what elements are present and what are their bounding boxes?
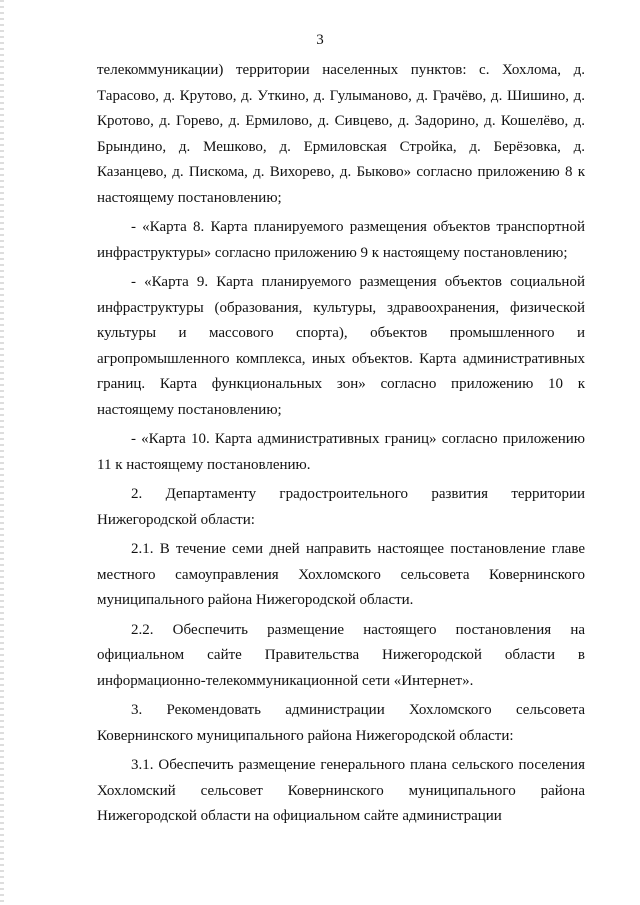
paragraph-item-2-2: 2.2. Обеспечить размещение настоящего постановления на официальном сайте Правительства Нижегородской области в информационно-телекоммуникационной сети «Интернет». [97, 621, 585, 689]
paragraph-map-8: - «Карта 8. Карта планируемого размещения объектов транспортной инфраструктуры» согласно приложению 9 к настоящему постановлению; [97, 219, 585, 261]
paragraph-item-2-1: 2.1. В течение семи дней направить настоящее постановление главе местного самоуправления Хохломского сельсовета Ковернинского муниципального района Нижегородской области. [97, 541, 585, 608]
paragraph-item-3-1: 3.1. Обеспечить размещение генерального плана сельского поселения Хохломский сельсовет Ковернинского муниципального района Нижегородской области на официальном сайте администрации [97, 757, 585, 824]
scan-edge-artifact [0, 0, 4, 905]
paragraph-settlements-list: телекоммуникации) территории населенных пунктов: с. Хохлома, д. Тарасово, д. Крутово, д. Уткино, д. Гулыманово, д. Грачёво, д. Шишино, д. Кротово, д. Горево, д. Ермилово, д. Сивцево, д. Задорино, д. Кошелёво, д. Брындино, д. Мешково, д. Ермиловская Стройка, д. Берёзовка, д. Казанцево, д. Пискома, д. Вихорево, д. Быково» согласно приложению 8 к настоящему постановлению; [97, 62, 585, 206]
paragraph-map-10: - «Карта 10. Карта административных границ» согласно приложению 11 к настоящему постановлению. [97, 431, 585, 473]
paragraph-item-2: 2. Департаменту градостроительного развития территории Нижегородской области: [97, 486, 585, 528]
document-body [97, 58, 585, 834]
page-number: 3 [316, 32, 324, 48]
paragraph-map-9: - «Карта 9. Карта планируемого размещения объектов социальной инфраструктуры (образования, культуры, здравоохранения, физической культуры и массового спорта), объектов промышленного и агропромышленного комплекса, иных объектов. Карта административных границ. Карта функциональных зон» согласно приложению 10 к настоящему постановлению; [97, 274, 585, 418]
paragraph-item-3: 3. Рекомендовать администрации Хохломского сельсовета Ковернинского муниципального района Нижегородской области: [97, 702, 585, 744]
